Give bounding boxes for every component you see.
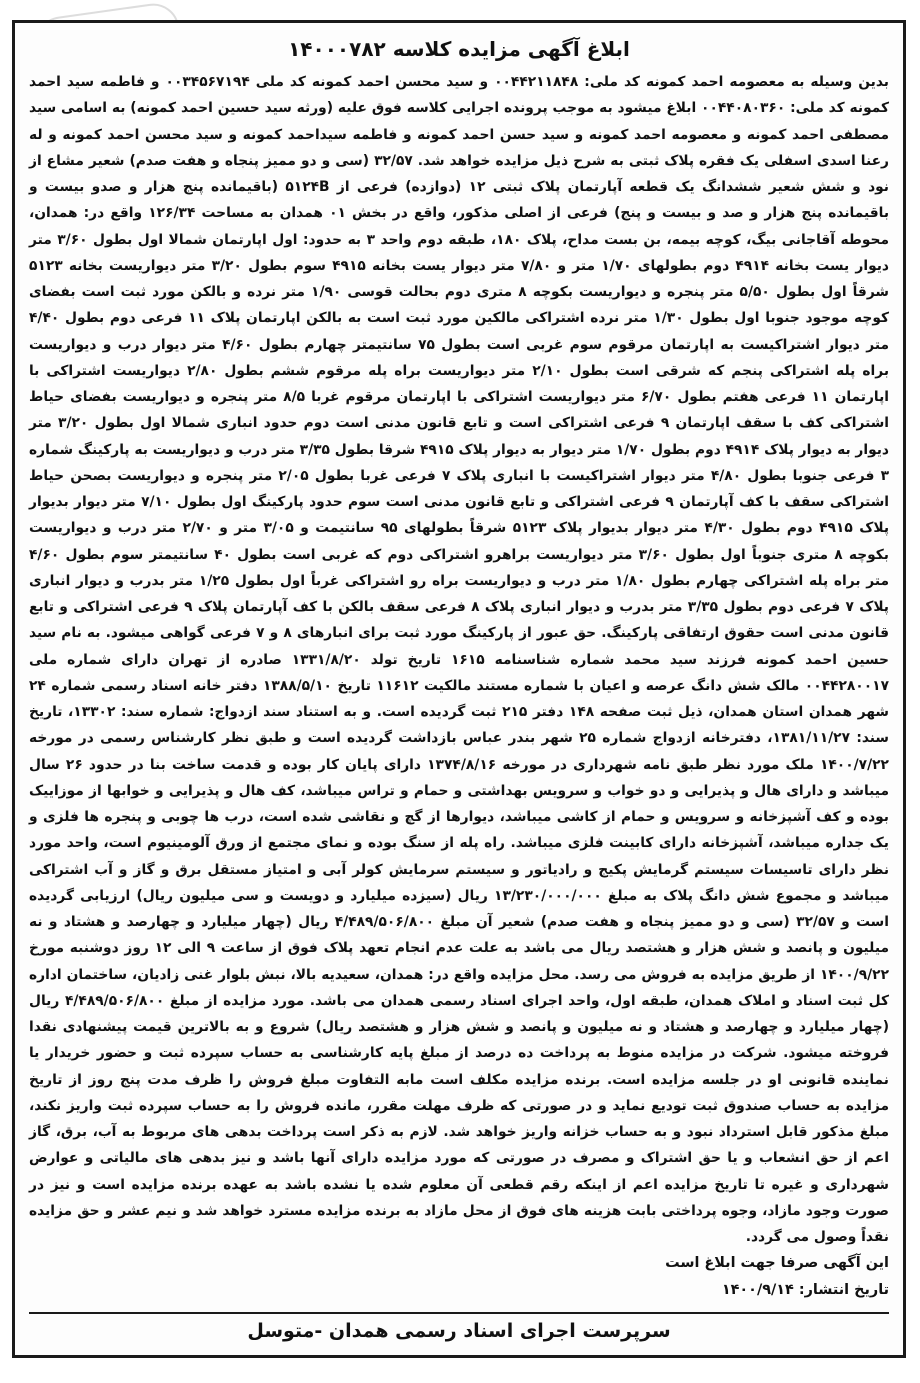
publish-date: تاریخ انتشار: ۱۴۰۰/۹/۱۴	[721, 1282, 889, 1299]
signature: سرپرست اجرای اسناد رسمی همدان -متوسل	[247, 1320, 671, 1343]
closing-line: این آگهی صرفا جهت ابلاغ است	[665, 1255, 889, 1272]
notice-body: بدین وسیله به معصومه احمد کمونه کد ملی: ۰۰۴۴۲۱۱۸۴۸ و سید محسن احمد کمونه کد ملی ۰۰۳۴۵۶۷۱۹۴ و فاطمه سید احمد کمونه کد ملی: ۰۰۴۴۰۸۰۳۶۰ ابلاغ میشود به موجب پرونده اجرایی کلاسه فوق علیه (ورثه سید حسین احمد کمونه) به اسامی سید مصطفی احمد کمونه و معصومه احمد کمونه و سید حسن احمد کمونه و فاطمه سیداحمد کمونه و سید محسن احمد کمونه و له رعنا اسدی اسفلی یک فقره پلاک ثبتی به شرح ذیل مزایده خواهد شد. ۳۲/۵۷ (سی و دو ممیز پنجاه و هفت صدم) شعیر مشاع از نود و شش شعیر ششدانگ یک قطعه آپارتمان پلاک ثبتی ۱۲ (دوازده) فرعی از ۵۱۲۴B (باقیمانده پنج هزار و صدو بیست و باقیمانده پنج هزار و صد و بیست و پنج) فرعی از اصلی مذکور، واقع در بخش ۰۱ همدان به مساحت ۱۲۶/۳۴ واقع در: همدان، محوطه آقاجانی بیگ، کوچه بیمه، بن بست مداح، پلاک ۱۸۰، طبقه دوم واحد ۳ به حدود: اول اپارتمان شمالا اول بطول ۳/۶۰ متر دیوار یست بخانه ۴۹۱۴ دوم بطولهای ۱/۷۰ متر و ۷/۸۰ متر دیوار یست بخانه ۴۹۱۵ سوم بطول ۳/۲۰ متر دیواریست بخانه ۵۱۲۳ شرقاً اول بطول ۵/۵۰ متر پنجره و دیواریست بکوچه ۸ متری دوم بحالت قوسی ۱/۹۰ متر نرده و بالکن مورد ثبت است بفضای کوچه موجود جنوبا اول بطول ۱/۳۰ متر نرده اشتراکی مالکین مورد ثبت است به بالکن اپارتمان پلاک ۱۱ فرعی دوم بطول ۴/۴۰ متر دیوار اشتراکیست به اپارتمان مرقوم سوم غربی است بطول ۷۵ سانتیمتر چهارم بطول ۴/۶۰ متر دیوار درب و دیواریست براه پله اشتراکی پنجم که شرقی است بطول ۲/۱۰ متر دیواریست براه پله مرقوم ششم بطول ۲/۸۰ دیواریست اشتراکی با اپارتمان ۱۱ فرعی هفتم بطول ۶/۷۰ متر دیواریست اشتراکی با اپارتمان مرقوم غربا ۸/۵ متر پنجره و دیواریست بفضای حیاط اشتراکی کف با سقف اپارتمان ۹ فرعی اشتراکی است و تابع قانون مدنی است دوم حدود انباری شمالا اول بطول ۳/۲۰ متر دیوار به دیوار پلاک ۴۹۱۴ دوم بطول ۱/۷۰ متر دیوار به دیوار پلاک ۴۹۱۵ شرقا بطول ۳/۳۵ متر درب و دیواریست به پارکینگ شماره ۳ فرعی جنوبا بطول ۴/۸۰ متر دیوار اشتراکیست با انباری پلاک ۷ فرعی غربا بطول ۲/۰۵ متر پنجره و دیواریست بصحن حیاط اشتراکی سقف با کف آپارتمان ۹ فرعی اشتراکی و تابع قانون مدنی است سوم حدود پارکینگ اول بطول ۷/۱۰ متر دیوار بدیوار پلاک ۴۹۱۵ دوم بطول ۴/۳۰ متر دیوار بدیوار پلاک ۵۱۲۳ شرقاً بطولهای ۹۵ سانتیمت و ۳/۰۵ متر و ۲/۷۰ متر درب و دیواریست بکوچه ۸ متری جنوباً اول بطول ۳/۶۰ متر دیواریست براهرو اشتراکی دوم که غربی است بطول ۴۰ سانتیمتر سوم بطول ۴/۶۰ متر براه پله اشتراکی چهارم بطول ۱/۸۰ متر درب و دیواریست براه رو اشتراکی غرباً اول بطول ۱/۲۵ متر بدرب و دیوار انباری پلاک ۷ فرعی دوم بطول ۳/۳۵ متر بدرب و دیوار انباری پلاک ۸ فرعی سقف بالکن با کف آپارتمان پلاک ۹ فرعی اشتراکی و تابع قانون مدنی است حقوق ارتفاقی پارکینگ. حق عبور از پارکینگ مورد ثبت برای انبارهای ۸ و ۷ فرعی گواهی میشود. به نام سید حسین احمد کمونه فرزند سید محمد شماره شناسنامه ۱۶۱۵ تاریخ تولد ۱۳۳۱/۸/۲۰ صادره از تهران دارای شماره ملی ۰۰۴۴۲۸۰۰۱۷ مالک شش دانگ عرصه و اعیان با شماره مستند مالکیت ۱۱۶۱۲ تاریخ ۱۳۸۸/۵/۱۰ دفتر خانه اسناد رسمی شماره ۲۴ شهر همدان استان همدان، ذیل ثبت صفحه ۱۴۸ دفتر ۲۱۵ ثبت گردیده است. و به استناد سند ازدواج: شماره سند: ۱۳۳۰۲، تاریخ سند: ۱۳۸۱/۱۱/۲۷، دفترخانه ازدواج شماره ۲۵ شهر بندر عباس بازداشت گردیده است و طبق نظر کارشناس رسمی در مورخه ۱۴۰۰/۷/۲۲ ملک مورد نظر طبق نامه شهرداری در مورخه ۱۳۷۴/۸/۱۶ دارای پایان کار بوده و قدمت ساخت بنا در حدود ۲۶ سال میباشد و دارای هال و پذیرایی و دو خواب و سرویس بهداشتی و حمام و تراس میباشد، کف هال و پذیرایی و خوابها از موزاییک بوده و کف آشپزخانه و سرویس و حمام از کاشی میباشد، دیوارها از گچ و نقاشی شده است، درب ها چوبی و پنجره ها فلزی و یک جداره میباشد، آشپزخانه دارای کابینت فلزی میباشد. راه پله از سنگ بوده و نمای مجتمع از ورق آلومینیوم است، واحد مورد نظر دارای تاسیسات سیستم گرمایش پکیج و رادیاتور و سیستم سرمایش کولر آبی و امتیاز مستقل برق و گاز و آب اشتراکی میباشد و مجموع شش دانگ پلاک به مبلغ ۱۳/۲۳۰/۰۰۰/۰۰۰ ریال (سیزده میلیارد و دویست و سی میلیون ریال) ارزیابی گردیده است و ۳۲/۵۷ (سی و دو ممیز پنجاه و هفت صدم) شعیر آن مبلغ ۴/۴۸۹/۵۰۶/۸۰۰ ریال (چهار میلیارد و چهارصد و هشتاد و نه میلیون و پانصد و شش هزار و هشتصد ریال می باشد به علت عدم انجام تعهد پلاک فوق از ساعت ۹ الی ۱۲ روز دوشنبه مورخ ۱۴۰۰/۹/۲۲ از طریق مزایده به فروش می رسد. محل مزایده واقع در: همدان، سعیدیه بالا، نبش بلوار غنی زادیان، ساختمان اداره کل ثبت اسناد و املاک همدان، طبقه اول، واحد اجرای اسناد رسمی همدان می باشد. مورد مزایده از مبلغ ۴/۴۸۹/۵۰۶/۸۰۰ ریال (چهار میلیارد و چهارصد و هشتاد و نه میلیون و پانصد و شش هزار و هشتصد ریال) شروع و به بالاترین قیمت پیشنهادی نقدا فروخته میشود. شرکت در مزایده منوط به پرداخت ده درصد از مبلغ پایه کارشناسی به حساب سپرده ثبت و حضور خریدار یا نماینده قانونی او در جلسه مزایده است. برنده مزایده مکلف است مابه التفاوت مبلغ فروش را ظرف مدت پنج روز از تاریخ مزایده به حساب صندوق ثبت تودیع نماید و در صورتی که ظرف مهلت مقرر، مانده فروش را به حساب سپرده ثبت واریز نکند، مبلغ مذکور قابل استرداد نبود و به حساب خزانه واریز خواهد شد. لازم به ذکر است پرداخت بدهی های مربوط به آب، برق، گاز اعم از حق انشعاب و یا حق اشتراک و مصرف در صورتی که مورد مزایده دارای آنها باشد و نیز بدهی های مالیاتی و عوارض شهرداری و غیره تا تاریخ مزایده اعم از اینکه رقم قطعی آن معلوم شده یا نشده باشد به عهده برنده مزایده است و نیز در صورت وجود مازاد، وجوه پرداختی بابت هزینه های فوق از محل مازاد به برنده مزایده مسترد خواهد شد و نیم عشر و حق مزایده نقداً وصول می گردد.	[29, 74, 890, 1245]
divider	[29, 1312, 889, 1314]
notice-title: ابلاغ آگهی مزایده کلاسه ۱۴۰۰۰۷۸۲	[288, 37, 630, 61]
notice-frame	[12, 20, 906, 1358]
